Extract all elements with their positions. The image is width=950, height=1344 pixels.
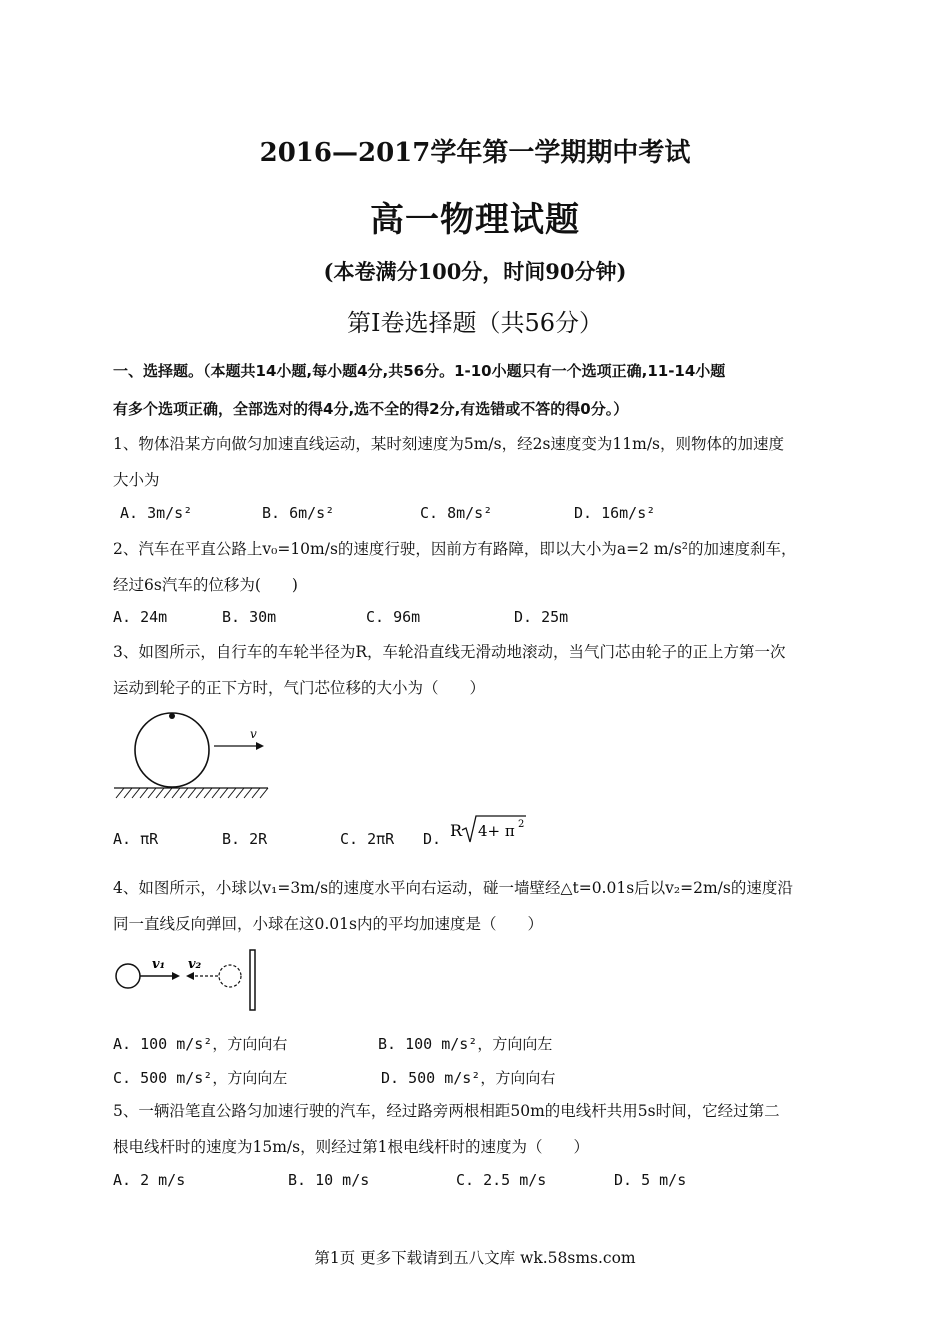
ball <box>116 964 140 988</box>
q2-option-b: B. 30m <box>222 608 277 626</box>
wheel-circle <box>135 713 209 787</box>
section-intro-line1: 一、选择题。（本题共14小题,每小题4分,共56分。1-10小题只有一个选项正确,11-14小题 <box>113 362 726 380</box>
q5-option-a: A. 2 m/s <box>113 1171 186 1189</box>
q3-option-a: A. πR <box>113 830 159 848</box>
formula-exponent: 2 <box>518 819 525 830</box>
q1-option-b: B. 6m/s² <box>262 504 335 522</box>
q5-option-c: C. 2.5 m/s <box>456 1171 547 1189</box>
velocity-label: v <box>250 727 257 741</box>
question-3-text: 3、如图所示，自行车的车轮半径为R，车轮沿直线无滑动地滚动，当气门芯由轮子的正上方第一次 <box>113 643 786 661</box>
q3-option-c: C. 2πR <box>340 830 395 848</box>
q5-option-b: B. 10 m/s <box>288 1171 370 1189</box>
q3-option-d: D. <box>423 830 442 848</box>
page-footer: 第1页 更多下载请到五八文库 wk.58sms.com <box>314 1249 636 1267</box>
question-1-text-cont: 大小为 <box>113 471 160 489</box>
q1-option-a: A. 3m/s² <box>120 504 193 522</box>
v1-arrow-head <box>172 972 180 980</box>
exam-subject-title: 高一物理试题 <box>370 200 580 240</box>
question-5-text-cont: 根电线杆时的速度为15m/s，则经过第1根电线杆时的速度为（ ） <box>113 1138 589 1156</box>
formula-r: R <box>450 821 463 840</box>
question-2-text: 2、汽车在平直公路上v₀=10m/s的速度行驶，因前方有路障，即以大小为a=2 m/s²的加速度刹车， <box>113 540 797 558</box>
ball-wall-figure <box>112 948 264 1012</box>
wheel-figure <box>112 708 272 804</box>
question-5-text: 5、一辆沿笔直公路匀加速行驶的汽车，经过路旁两根相距50m的电线杆共用5s时间，它经过第二 <box>113 1102 780 1120</box>
valve-core-dot <box>169 713 175 719</box>
v1-label: v₁ <box>152 957 166 972</box>
v2-label: v₂ <box>188 957 202 972</box>
question-3-text-cont: 运动到轮子的正下方时，气门芯位移的大小为（ ） <box>113 679 486 697</box>
question-4-text-cont: 同一直线反向弹回，小球在这0.01s内的平均加速度是（ ） <box>113 915 543 933</box>
q4-option-b: B. 100 m/s²，方向向左 <box>378 1035 553 1053</box>
q2-option-a: A. 24m <box>113 608 168 626</box>
velocity-arrow-head <box>256 742 264 750</box>
question-4-text: 4、如图所示，小球以v₁=3m/s的速度水平向右运动，碰一墙壁经△t=0.01s后以v₂=2m/s的速度沿 <box>113 879 793 897</box>
q4-option-d: D. 500 m/s²，方向向右 <box>381 1069 556 1087</box>
score-info: (本卷满分100分，时间90分钟) <box>323 259 627 284</box>
q2-option-d: D. 25m <box>514 608 569 626</box>
q1-option-c: C. 8m/s² <box>420 504 493 522</box>
wall <box>250 950 255 1010</box>
part-title: 第Ⅰ卷选择题（共56分） <box>346 309 604 337</box>
q3-option-b: B. 2R <box>222 830 268 848</box>
q1-option-d: D. 16m/s² <box>574 504 656 522</box>
ground-hatching <box>116 788 268 798</box>
question-2-text-cont: 经过6s汽车的位移为( ) <box>113 576 298 594</box>
q5-option-d: D. 5 m/s <box>614 1171 687 1189</box>
q4-option-a: A. 100 m/s²，方向向右 <box>113 1035 288 1053</box>
q4-option-c: C. 500 m/s²，方向向左 <box>113 1069 288 1087</box>
exam-term-title: 2016—2017学年第一学期期中考试 <box>259 138 691 168</box>
formula-radicand: 4+ π <box>478 822 515 840</box>
ball-rebound-dashed <box>219 965 241 987</box>
section-intro-line2: 有多个选项正确，全部选对的得4分,选不全的得2分,有选错或不答的得0分。） <box>113 400 629 418</box>
v2-arrow-head <box>186 972 194 980</box>
question-1-text: 1、物体沿某方向做匀加速直线运动，某时刻速度为5m/s，经2s速度变为11m/s，则物体的加速度 <box>113 435 785 453</box>
q3-option-d-formula <box>448 812 534 846</box>
q2-option-c: C. 96m <box>366 608 421 626</box>
